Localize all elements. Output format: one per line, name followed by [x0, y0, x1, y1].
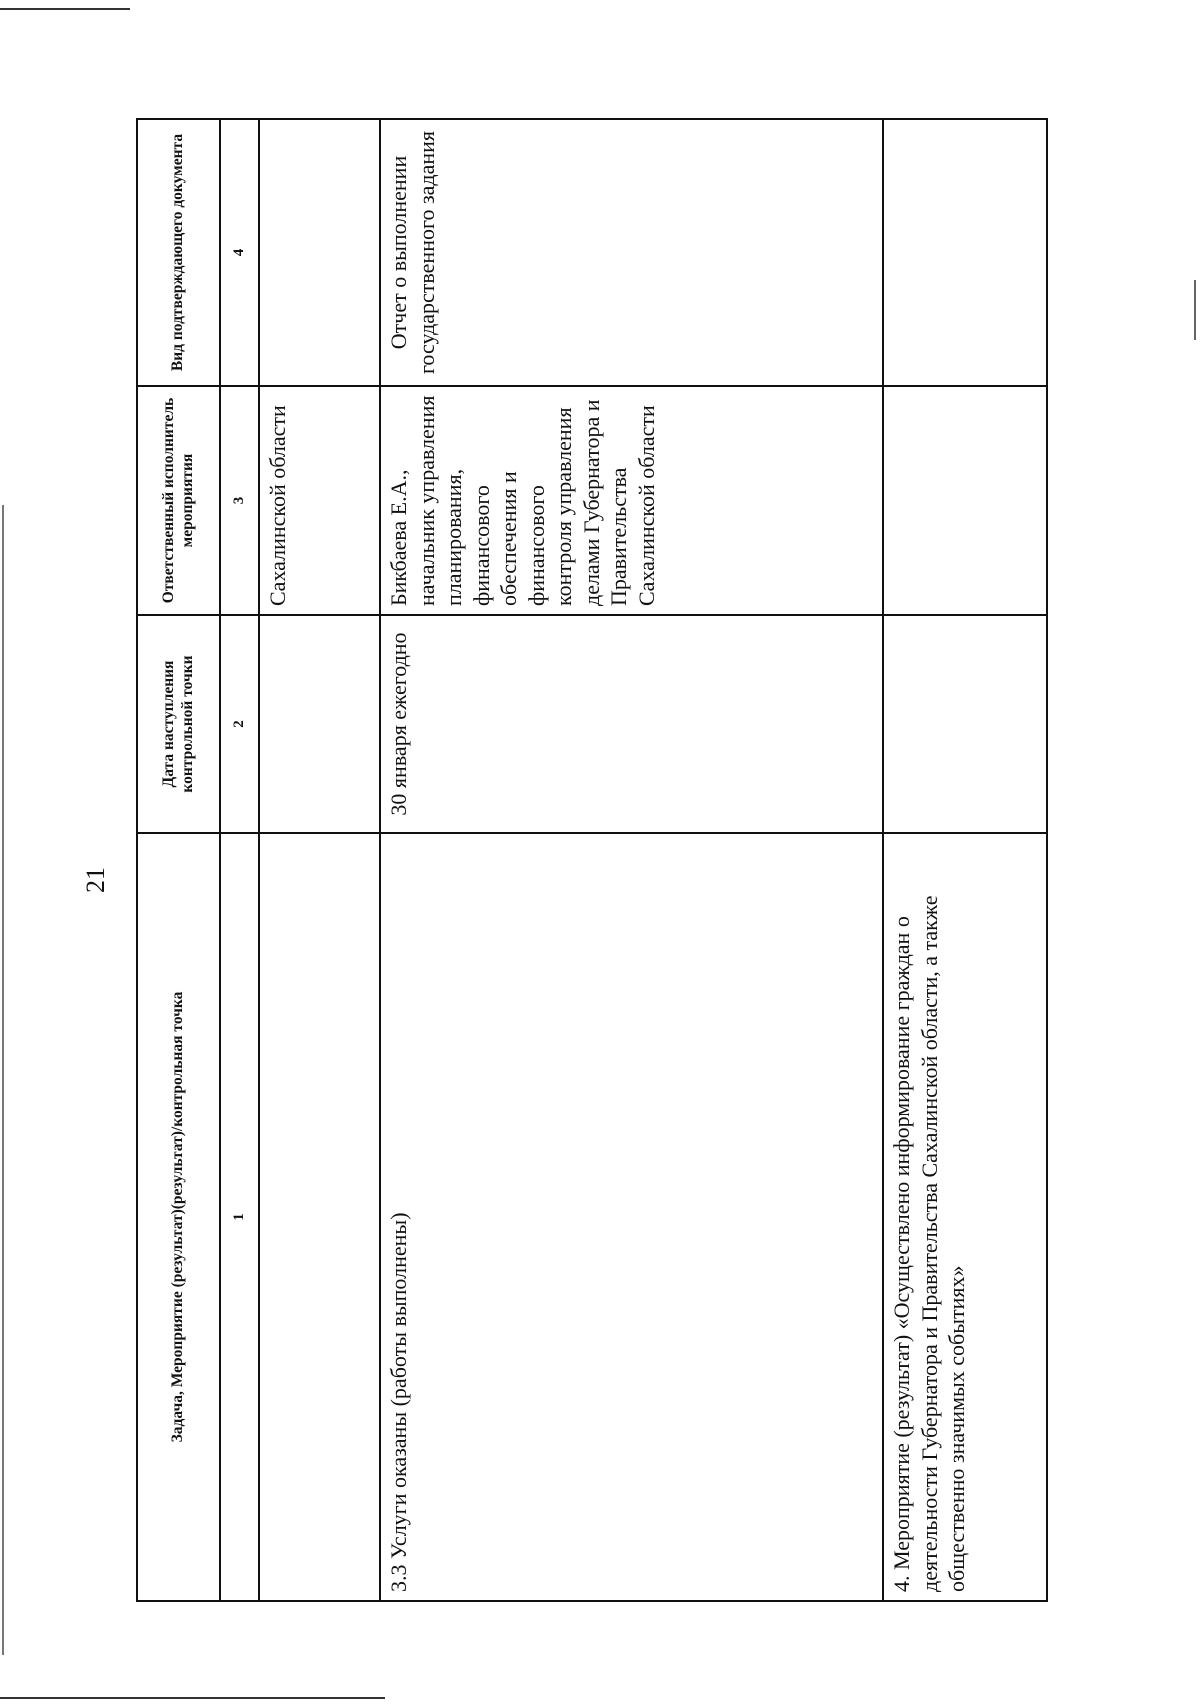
cell-date — [883, 615, 1047, 833]
cell-document: Отчет о выполнении государственного задания — [380, 119, 883, 386]
cell-date: 30 января ежегодно — [380, 615, 883, 833]
header-task: Задача, Мероприятие (результат)(результат)/контрольная точка — [137, 833, 220, 1601]
header-executor: Ответственный исполнитель мероприятия — [137, 386, 220, 615]
column-number: 2 — [220, 615, 259, 833]
rotated-table-container — [136, 120, 1046, 1602]
scan-edge-top — [0, 8, 130, 10]
page-number: 21 — [81, 867, 110, 893]
table-row — [259, 119, 380, 1601]
cell-executor: Сахалинской области — [259, 386, 380, 615]
table-header-row — [137, 119, 220, 1601]
cell-document — [883, 119, 1047, 386]
column-number: 3 — [220, 386, 259, 615]
column-number: 1 — [220, 833, 259, 1601]
header-date: Дата наступления контрольной точки — [137, 615, 220, 833]
cell-task: 4. Мероприятие (результат) «Осуществлено информирование граждан о деятельности Губернатора и Правительства Сахалинской области, а также общественно значимых событиях» — [883, 833, 1047, 1601]
header-document: Вид подтверждающего документа — [137, 119, 220, 386]
scan-edge-bottom — [0, 1697, 385, 1699]
cell-executor — [883, 386, 1047, 615]
scan-edge-right — [1194, 280, 1196, 340]
cell-executor: Бикбаева Е.А., начальник управления планирования, финансового обеспечения и финансового контроля управления делами Губернатора и Правительства Сахалинской области — [380, 386, 883, 615]
column-number: 4 — [220, 119, 259, 386]
cell-task — [259, 833, 380, 1601]
column-number-row — [220, 119, 259, 1601]
table-row — [883, 119, 1047, 1601]
scan-edge-left — [2, 505, 4, 1655]
table-row — [380, 119, 883, 1601]
cell-document — [259, 119, 380, 386]
plan-table — [136, 118, 1048, 1602]
cell-task: 3.3 Услуги оказаны (работы выполнены) — [380, 833, 883, 1601]
cell-date — [259, 615, 380, 833]
